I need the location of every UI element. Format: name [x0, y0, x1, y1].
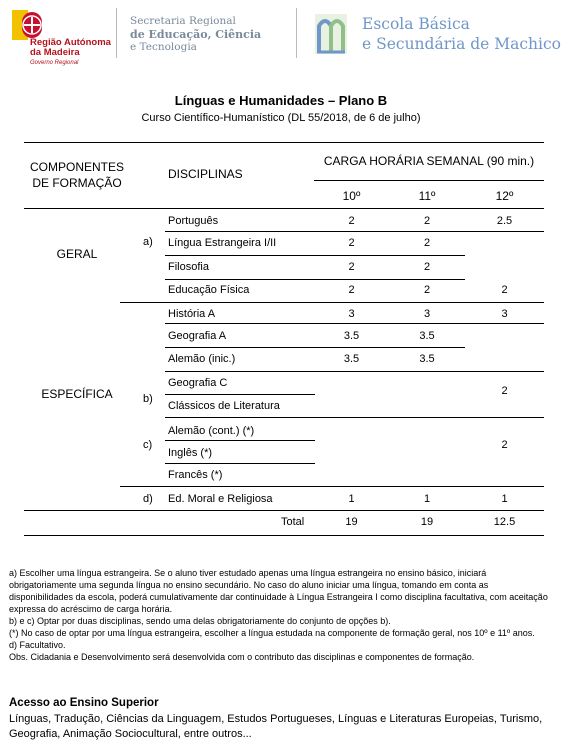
discipline-name: Francês (*): [168, 469, 223, 481]
table-rule: [165, 463, 315, 464]
discipline-name: Alemão (inic.): [168, 353, 236, 365]
page-title: Línguas e Humanidades – Plano B: [174, 93, 388, 108]
table-rule: [165, 371, 544, 372]
footnote: b) e c) Optar por duas disciplinas, sendo uma delas obrigatoriamente do conjunto de opções b).: [9, 616, 391, 626]
discipline-name: Filosofia: [168, 261, 209, 273]
marker-c: c): [143, 439, 153, 451]
discipline-name: Clássicos de Literatura: [168, 400, 280, 412]
table-rule: [165, 255, 465, 256]
total-10: 19: [345, 516, 358, 528]
year-11: 11º: [418, 189, 436, 203]
value-11: 2: [423, 237, 431, 249]
value-11: 2: [423, 284, 431, 296]
region-name: Região Autónoma da Madeira Governo Regional: [30, 37, 111, 66]
footnote: (*) No caso de optar por uma língua estrangeira, escolher a língua estudada na componente de formação geral, nos 10º e 11º anos.: [9, 628, 535, 638]
value-11: 2: [423, 215, 431, 227]
year-10: 10º: [342, 189, 361, 203]
footnotes: [9, 567, 554, 663]
value-11: 3.5: [419, 353, 435, 365]
table-rule: [165, 417, 544, 418]
value-12: 1: [501, 493, 508, 505]
value-10: 3.5: [343, 353, 360, 365]
table-rule: [24, 208, 544, 209]
value-12-group-b: 2: [501, 385, 508, 397]
total-label: Total: [281, 516, 305, 528]
value-10: 2: [348, 237, 355, 249]
value-10: 1: [348, 493, 355, 505]
header-disciplines: DISCIPLINAS: [168, 167, 243, 181]
discipline-name: Ed. Moral e Religiosa: [168, 493, 273, 505]
schedule-table: [24, 142, 544, 537]
header-divider: [116, 8, 117, 58]
header-components: COMPONENTES DE FORMAÇÃO: [29, 160, 124, 190]
group-geral: GERAL: [56, 247, 98, 261]
value-12-group-c: 2: [501, 439, 508, 451]
access-text: Línguas, Tradução, Ciências da Linguagem, Estudos Portugueses, Línguas e Literaturas Europeias, Turismo, Geografia, Animação Sociocultural, entre outros...: [9, 713, 543, 740]
value-11: 1: [423, 493, 431, 505]
table-rule: [165, 440, 315, 441]
value-10: 2: [348, 261, 355, 273]
table-rule: [165, 347, 465, 348]
value-10: 2: [348, 215, 355, 227]
discipline-name: Educação Física: [168, 284, 250, 296]
table-rule: [314, 180, 544, 181]
table-rule: [120, 486, 544, 487]
discipline-name: Geografia C: [168, 377, 228, 389]
page-header: [0, 0, 562, 70]
school-logo-icon: [313, 12, 349, 56]
page-subtitle: Curso Científico-Humanístico (DL 55/2018, de 6 de julho): [141, 112, 421, 124]
table-rule: [24, 535, 544, 536]
total-11: 19: [420, 516, 434, 528]
table-rule: [120, 302, 544, 303]
access-title: Acesso ao Ensino Superior: [9, 697, 159, 709]
value-10: 3: [348, 308, 355, 320]
value-10: 2: [348, 284, 355, 296]
discipline-name: Alemão (cont.) (*): [168, 425, 255, 437]
marker-a: a): [143, 236, 153, 248]
table-rule: [165, 231, 544, 232]
discipline-name: Língua Estrangeira I/II: [168, 237, 277, 249]
discipline-name: Geografia A: [168, 330, 227, 342]
table-rule: [24, 510, 544, 511]
value-12: 2: [501, 284, 508, 296]
group-especifica: ESPECÍFICA: [41, 387, 113, 401]
discipline-name: Inglês (*): [168, 447, 213, 459]
footnote: Obs. Cidadania e Desenvolvimento será desenvolvida com o contributo das disciplinas e componentes de formação.: [9, 652, 475, 662]
school-name: Escola Básica e Secundária de Machico: [362, 15, 562, 53]
region-logo-icon: [12, 10, 44, 40]
value-12: 2.5: [496, 215, 513, 227]
table-rule: [24, 142, 544, 143]
secretaria-name: Secretaria Regional de Educação, Ciência e Tecnologia: [130, 15, 262, 53]
discipline-name: História A: [168, 308, 216, 320]
marker-d: d): [143, 493, 153, 505]
table-rule: [165, 323, 544, 324]
table-rule: [165, 394, 315, 395]
discipline-name: Português: [168, 215, 219, 227]
value-10: 3.5: [343, 330, 360, 342]
value-11: 3: [423, 308, 431, 320]
value-12: 3: [501, 308, 508, 320]
value-11: 3.5: [419, 330, 435, 342]
marker-b: b): [143, 393, 153, 405]
footnote: d) Facultativo.: [9, 640, 66, 650]
table-rule: [165, 279, 465, 280]
total-12: 12.5: [493, 516, 516, 528]
footnote: a) Escolher uma língua estrangeira. Se o aluno tiver estudado apenas uma língua estrangeira no ensino básico, iniciará obrigatoriamente uma segunda língua no ensino secundário. No caso do aluno iniciar uma língua, tomando em conta as disponibilidades da escola, poderá cumulativamente dar continuidade à Língua Estrangeira I como disciplina facultativa, com aceitação expressa do acréscimo de carga horária.: [9, 568, 548, 614]
header-divider: [296, 8, 297, 58]
value-11: 2: [423, 261, 431, 273]
year-12: 12º: [495, 189, 514, 203]
header-weekly-load: CARGA HORÁRIA SEMANAL (90 min.): [323, 154, 535, 168]
